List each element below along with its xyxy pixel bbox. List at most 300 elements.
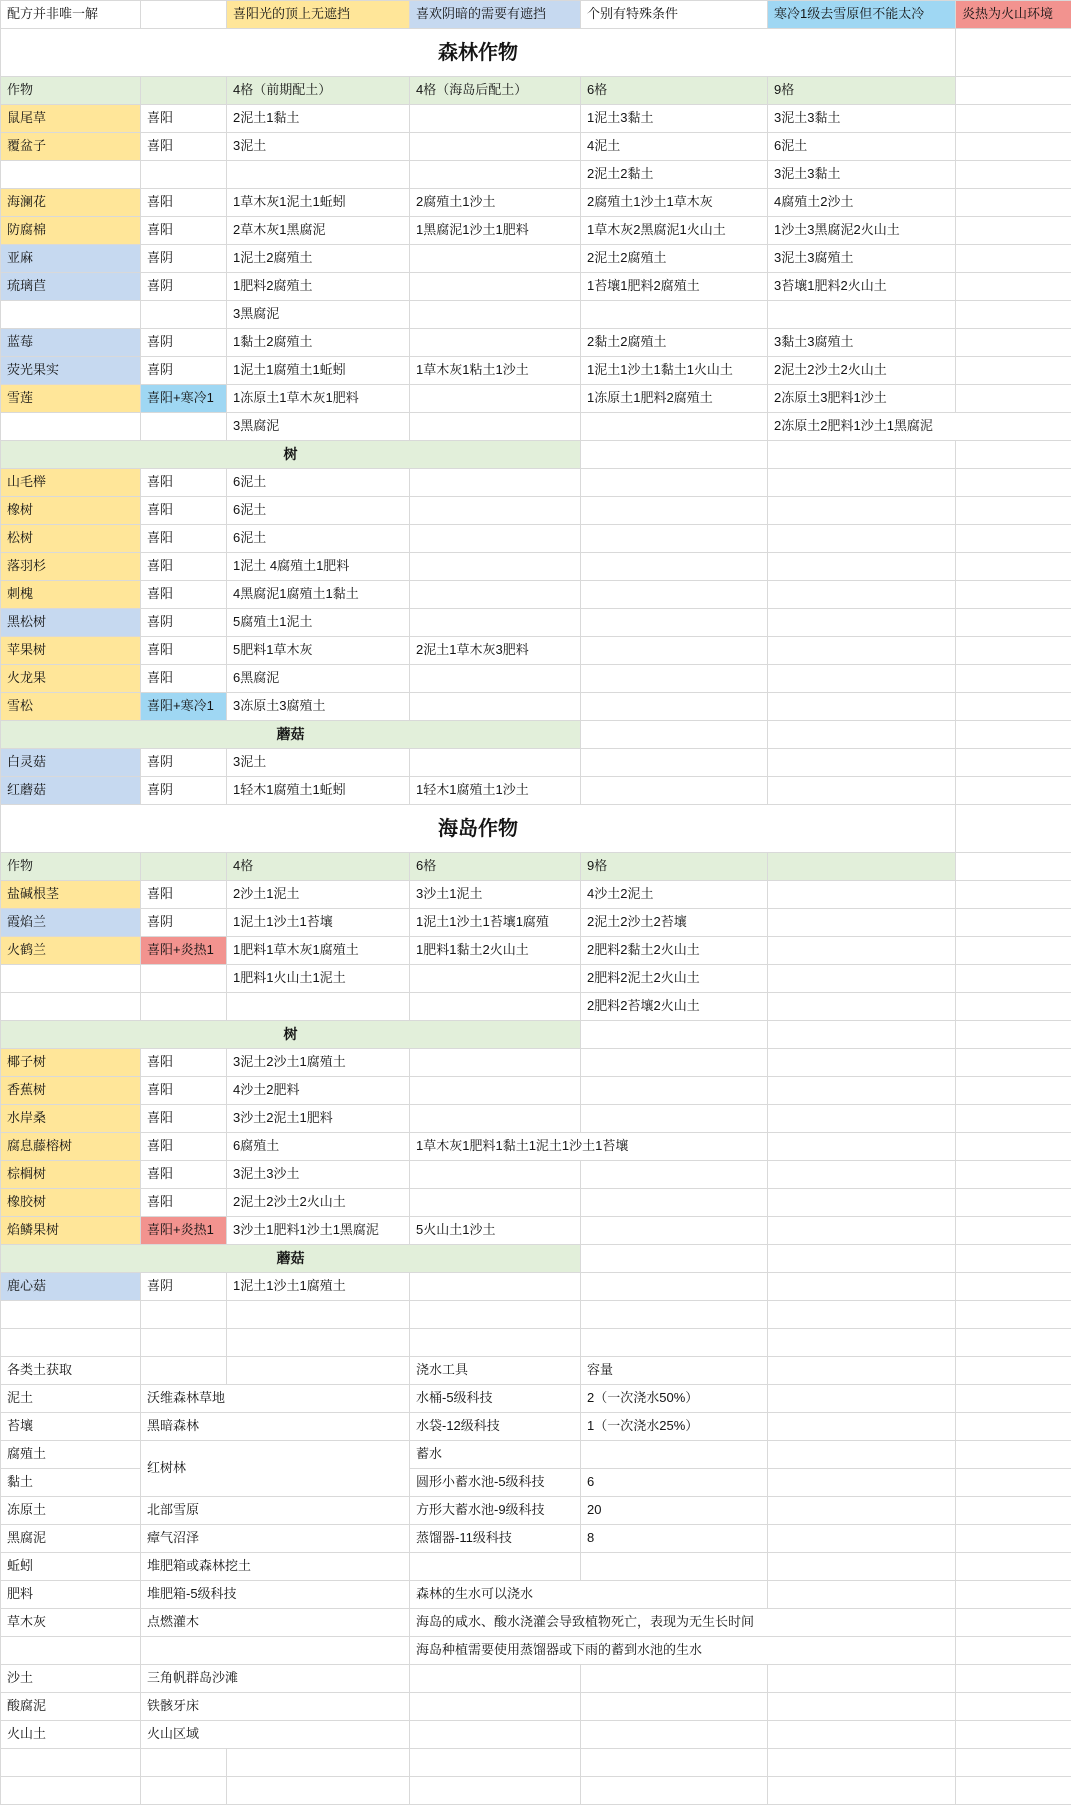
recipe-cell[interactable]: 3泥土: [227, 133, 410, 161]
empty-cell[interactable]: [956, 1049, 1071, 1077]
empty-cell[interactable]: [410, 1777, 581, 1805]
recipe-cell[interactable]: [581, 1105, 768, 1133]
empty-cell[interactable]: [768, 1021, 956, 1049]
soil-name-cell[interactable]: 酸腐泥: [1, 1693, 141, 1721]
light-requirement-cell[interactable]: [141, 413, 227, 441]
light-requirement-cell[interactable]: 喜阴: [141, 609, 227, 637]
recipe-cell[interactable]: [410, 1105, 581, 1133]
recipe-cell[interactable]: [768, 693, 956, 721]
empty-cell[interactable]: [956, 1637, 1071, 1665]
recipe-cell[interactable]: 3泥土: [227, 749, 410, 777]
soil-source-cell[interactable]: 火山区域: [141, 1721, 410, 1749]
empty-cell[interactable]: [956, 469, 1071, 497]
light-requirement-cell[interactable]: 喜阳: [141, 497, 227, 525]
recipe-cell[interactable]: [410, 1273, 581, 1301]
recipe-cell[interactable]: [581, 1077, 768, 1105]
empty-cell[interactable]: [956, 525, 1071, 553]
recipe-cell[interactable]: [410, 497, 581, 525]
recipe-cell[interactable]: 1轻木1腐殖土1沙土: [410, 777, 581, 805]
section-title-cell[interactable]: 树: [1, 1021, 581, 1049]
section-title-cell[interactable]: 蘑菇: [1, 721, 581, 749]
empty-cell[interactable]: [956, 1021, 1071, 1049]
empty-cell[interactable]: [768, 937, 956, 965]
recipe-cell[interactable]: 3沙土2泥土1肥料: [227, 1105, 410, 1133]
recipe-cell[interactable]: [410, 965, 581, 993]
soil-name-cell[interactable]: 苔壤: [1, 1413, 141, 1441]
soil-source-cell[interactable]: 堆肥箱-5级科技: [141, 1581, 410, 1609]
light-requirement-cell[interactable]: 喜阳+寒冷1: [141, 385, 227, 413]
soil-name-cell[interactable]: 肥料: [1, 1581, 141, 1609]
empty-cell[interactable]: [956, 609, 1071, 637]
empty-cell[interactable]: [1, 1329, 141, 1357]
empty-cell[interactable]: [581, 1245, 768, 1273]
recipe-cell[interactable]: [410, 993, 581, 1021]
crop-name-cell[interactable]: 刺槐: [1, 581, 141, 609]
recipe-cell[interactable]: [581, 553, 768, 581]
capacity-header-cell[interactable]: 容量: [581, 1357, 768, 1385]
recipe-cell[interactable]: 3沙土1泥土: [410, 881, 581, 909]
crop-name-cell[interactable]: 火龙果: [1, 665, 141, 693]
empty-cell[interactable]: [956, 385, 1071, 413]
crop-name-cell[interactable]: 焰鳞果树: [1, 1217, 141, 1245]
light-requirement-cell[interactable]: 喜阳: [141, 105, 227, 133]
recipe-cell[interactable]: [410, 245, 581, 273]
crop-name-cell[interactable]: 水岸桑: [1, 1105, 141, 1133]
recipe-cell[interactable]: 1轻木1腐殖土1蚯蚓: [227, 777, 410, 805]
recipe-cell[interactable]: [768, 581, 956, 609]
crop-name-cell[interactable]: [1, 413, 141, 441]
note-cell[interactable]: [141, 1, 227, 29]
soil-source-cell[interactable]: 沃维森林草地: [141, 1385, 410, 1413]
column-header-cell[interactable]: [141, 77, 227, 105]
light-requirement-cell[interactable]: 喜阳: [141, 1161, 227, 1189]
recipe-cell[interactable]: 2腐殖土1沙土1草木灰: [581, 189, 768, 217]
recipe-cell[interactable]: [768, 525, 956, 553]
recipe-cell[interactable]: 3泥土2沙土1腐殖土: [227, 1049, 410, 1077]
capacity-cell[interactable]: [581, 1693, 768, 1721]
empty-cell[interactable]: [956, 853, 1071, 881]
recipe-cell[interactable]: 1泥土3黏土: [581, 105, 768, 133]
crop-name-cell[interactable]: [1, 993, 141, 1021]
empty-cell[interactable]: [956, 161, 1071, 189]
empty-cell[interactable]: [1, 1749, 141, 1777]
column-header-cell[interactable]: 6格: [581, 77, 768, 105]
soil-source-cell[interactable]: 点燃灌木: [141, 1609, 410, 1637]
recipe-cell[interactable]: [410, 329, 581, 357]
recipe-cell[interactable]: [410, 469, 581, 497]
light-requirement-cell[interactable]: 喜阳: [141, 553, 227, 581]
empty-cell[interactable]: [410, 1329, 581, 1357]
empty-cell[interactable]: [768, 1749, 956, 1777]
recipe-cell[interactable]: [410, 413, 581, 441]
light-requirement-cell[interactable]: 喜阴: [141, 777, 227, 805]
recipe-cell[interactable]: [581, 637, 768, 665]
soil-name-cell[interactable]: 冻原土: [1, 1497, 141, 1525]
light-requirement-cell[interactable]: [141, 301, 227, 329]
recipe-cell[interactable]: [581, 301, 768, 329]
crop-name-cell[interactable]: 防腐棉: [1, 217, 141, 245]
tool-header-cell[interactable]: 浇水工具: [410, 1357, 581, 1385]
recipe-cell[interactable]: 1冻原土1草木灰1肥料: [227, 385, 410, 413]
recipe-cell[interactable]: [581, 1273, 768, 1301]
recipe-cell[interactable]: 1草木灰1粘土1沙土: [410, 357, 581, 385]
recipe-cell[interactable]: [410, 665, 581, 693]
empty-cell[interactable]: [956, 1217, 1071, 1245]
soil-name-cell[interactable]: 黑腐泥: [1, 1525, 141, 1553]
crop-name-cell[interactable]: 雪莲: [1, 385, 141, 413]
tool-cell[interactable]: [410, 1721, 581, 1749]
capacity-cell[interactable]: 20: [581, 1497, 768, 1525]
empty-cell[interactable]: [141, 1777, 227, 1805]
empty-cell[interactable]: [956, 1441, 1071, 1469]
light-requirement-cell[interactable]: 喜阳+炎热1: [141, 1217, 227, 1245]
empty-cell[interactable]: [956, 1301, 1071, 1329]
empty-cell[interactable]: [956, 1189, 1071, 1217]
recipe-cell[interactable]: [410, 161, 581, 189]
recipe-cell[interactable]: 3沙土1肥料1沙土1黑腐泥: [227, 1217, 410, 1245]
light-requirement-cell[interactable]: 喜阳+炎热1: [141, 937, 227, 965]
light-requirement-cell[interactable]: 喜阳: [141, 133, 227, 161]
empty-cell[interactable]: [956, 965, 1071, 993]
tool-cell[interactable]: 水桶-5级科技: [410, 1385, 581, 1413]
empty-cell[interactable]: [956, 189, 1071, 217]
empty-cell[interactable]: [768, 993, 956, 1021]
empty-cell[interactable]: [956, 665, 1071, 693]
note-cell[interactable]: 寒冷1级去雪原但不能太冷: [768, 1, 956, 29]
crop-name-cell[interactable]: 松树: [1, 525, 141, 553]
note-text-cell[interactable]: 海岛种植需要使用蒸馏器或下雨的蓄到水池的生水: [410, 1637, 956, 1665]
recipe-cell[interactable]: 1苔壤1肥料2腐殖土: [581, 273, 768, 301]
capacity-cell[interactable]: [581, 1665, 768, 1693]
recipe-cell[interactable]: 3冻原土3腐殖土: [227, 693, 410, 721]
recipe-cell[interactable]: 3泥土3腐殖土: [768, 245, 956, 273]
capacity-cell[interactable]: 6: [581, 1469, 768, 1497]
recipe-cell[interactable]: 1肥料2腐殖土: [227, 273, 410, 301]
soils-header-cell[interactable]: 各类土获取: [1, 1357, 141, 1385]
recipe-cell[interactable]: 2黏土2腐殖土: [581, 329, 768, 357]
column-header-cell[interactable]: 9格: [581, 853, 768, 881]
empty-cell[interactable]: [141, 1301, 227, 1329]
capacity-cell[interactable]: [581, 1553, 768, 1581]
empty-cell[interactable]: [956, 909, 1071, 937]
empty-cell[interactable]: [1, 1777, 141, 1805]
recipe-cell[interactable]: 6泥土: [227, 469, 410, 497]
recipe-cell[interactable]: [410, 693, 581, 721]
light-requirement-cell[interactable]: [141, 965, 227, 993]
light-requirement-cell[interactable]: 喜阳: [141, 1049, 227, 1077]
light-requirement-cell[interactable]: 喜阴: [141, 1273, 227, 1301]
empty-cell[interactable]: [227, 1357, 410, 1385]
empty-cell[interactable]: [768, 721, 956, 749]
soil-source-cell[interactable]: 红树林: [141, 1441, 410, 1497]
empty-cell[interactable]: [227, 1329, 410, 1357]
empty-cell[interactable]: [956, 77, 1071, 105]
empty-cell[interactable]: [768, 1721, 956, 1749]
recipe-cell[interactable]: 6泥土: [768, 133, 956, 161]
recipe-cell[interactable]: [581, 413, 768, 441]
column-header-cell[interactable]: 4格（前期配土）: [227, 77, 410, 105]
recipe-cell[interactable]: 2沙土1泥土: [227, 881, 410, 909]
crop-name-cell[interactable]: 椰子树: [1, 1049, 141, 1077]
crop-name-cell[interactable]: 落羽杉: [1, 553, 141, 581]
empty-cell[interactable]: [227, 1777, 410, 1805]
empty-cell[interactable]: [581, 1749, 768, 1777]
recipe-cell[interactable]: 1泥土1沙土1黏土1火山土: [581, 357, 768, 385]
empty-cell[interactable]: [768, 1217, 956, 1245]
recipe-cell[interactable]: [410, 553, 581, 581]
crop-name-cell[interactable]: [1, 301, 141, 329]
recipe-cell[interactable]: 2肥料2黏土2火山土: [581, 937, 768, 965]
empty-cell[interactable]: [956, 1665, 1071, 1693]
soil-source-cell[interactable]: 北部雪原: [141, 1497, 410, 1525]
note-cell[interactable]: 个别有特殊条件: [581, 1, 768, 29]
empty-cell[interactable]: [956, 105, 1071, 133]
empty-cell[interactable]: [956, 1469, 1071, 1497]
recipe-cell[interactable]: [581, 665, 768, 693]
recipe-cell[interactable]: 2肥料2苔壤2火山土: [581, 993, 768, 1021]
empty-cell[interactable]: [768, 441, 956, 469]
recipe-cell[interactable]: 2腐殖土1沙土: [410, 189, 581, 217]
recipe-cell[interactable]: 5肥料1草木灰: [227, 637, 410, 665]
empty-cell[interactable]: [956, 217, 1071, 245]
empty-cell[interactable]: [581, 1329, 768, 1357]
light-requirement-cell[interactable]: [141, 993, 227, 1021]
recipe-cell[interactable]: [410, 1161, 581, 1189]
empty-cell[interactable]: [768, 1525, 956, 1553]
empty-cell[interactable]: [956, 749, 1071, 777]
empty-cell[interactable]: [956, 1329, 1071, 1357]
recipe-cell[interactable]: 1泥土1沙土1腐殖土: [227, 1273, 410, 1301]
tool-cell[interactable]: 蒸馏器-11级科技: [410, 1525, 581, 1553]
recipe-cell[interactable]: 2泥土1黏土: [227, 105, 410, 133]
recipe-cell[interactable]: [410, 1077, 581, 1105]
light-requirement-cell[interactable]: 喜阴: [141, 909, 227, 937]
recipe-cell[interactable]: 2泥土2沙土2火山土: [227, 1189, 410, 1217]
empty-cell[interactable]: [768, 1581, 956, 1609]
crop-name-cell[interactable]: 苹果树: [1, 637, 141, 665]
crop-name-cell[interactable]: 山毛榉: [1, 469, 141, 497]
soil-source-cell[interactable]: 黑暗森林: [141, 1413, 410, 1441]
empty-cell[interactable]: [581, 441, 768, 469]
recipe-cell[interactable]: 1黏土2腐殖土: [227, 329, 410, 357]
empty-cell[interactable]: [768, 1665, 956, 1693]
recipe-cell[interactable]: [410, 1049, 581, 1077]
soil-source-cell[interactable]: [141, 1637, 410, 1665]
empty-cell[interactable]: [956, 497, 1071, 525]
soil-name-cell[interactable]: 泥土: [1, 1385, 141, 1413]
empty-cell[interactable]: [768, 1161, 956, 1189]
note-cell[interactable]: 喜欢阴暗的需要有遮挡: [410, 1, 581, 29]
empty-cell[interactable]: [956, 245, 1071, 273]
note-cell[interactable]: 喜阳光的顶上无遮挡: [227, 1, 410, 29]
empty-cell[interactable]: [956, 1581, 1071, 1609]
empty-cell[interactable]: [956, 1077, 1071, 1105]
recipe-cell[interactable]: 4沙土2肥料: [227, 1077, 410, 1105]
recipe-cell[interactable]: [581, 497, 768, 525]
empty-cell[interactable]: [956, 721, 1071, 749]
empty-cell[interactable]: [956, 1385, 1071, 1413]
capacity-cell[interactable]: 1（一次浇水25%）: [581, 1413, 768, 1441]
soil-source-cell[interactable]: 瘴气沼泽: [141, 1525, 410, 1553]
recipe-cell[interactable]: [768, 777, 956, 805]
recipe-cell[interactable]: [410, 1189, 581, 1217]
tool-cell[interactable]: 方形大蓄水池-9级科技: [410, 1497, 581, 1525]
empty-cell[interactable]: [227, 1301, 410, 1329]
crop-name-cell[interactable]: 红蘑菇: [1, 777, 141, 805]
empty-cell[interactable]: [956, 29, 1071, 77]
recipe-cell[interactable]: [410, 273, 581, 301]
recipe-cell[interactable]: [581, 525, 768, 553]
empty-cell[interactable]: [768, 881, 956, 909]
empty-cell[interactable]: [956, 1133, 1071, 1161]
recipe-cell[interactable]: [768, 637, 956, 665]
light-requirement-cell[interactable]: 喜阳: [141, 189, 227, 217]
recipe-cell[interactable]: 1泥土2腐殖土: [227, 245, 410, 273]
recipe-cell[interactable]: 2肥料2泥土2火山土: [581, 965, 768, 993]
empty-cell[interactable]: [768, 1077, 956, 1105]
empty-cell[interactable]: [956, 1497, 1071, 1525]
empty-cell[interactable]: [768, 1469, 956, 1497]
empty-cell[interactable]: [956, 273, 1071, 301]
recipe-cell[interactable]: 4沙土2泥土: [581, 881, 768, 909]
recipe-cell[interactable]: 2泥土2沙土2火山土: [768, 357, 956, 385]
light-requirement-cell[interactable]: 喜阳+寒冷1: [141, 693, 227, 721]
recipe-cell[interactable]: 1黑腐泥1沙土1肥料: [410, 217, 581, 245]
empty-cell[interactable]: [956, 1245, 1071, 1273]
empty-cell[interactable]: [768, 1413, 956, 1441]
recipe-cell[interactable]: [410, 749, 581, 777]
recipe-cell[interactable]: 1泥土1腐殖土1蚯蚓: [227, 357, 410, 385]
crop-name-cell[interactable]: 白灵菇: [1, 749, 141, 777]
capacity-cell[interactable]: 2（一次浇水50%）: [581, 1385, 768, 1413]
empty-cell[interactable]: [956, 357, 1071, 385]
empty-cell[interactable]: [956, 693, 1071, 721]
recipe-cell[interactable]: 3黑腐泥: [227, 413, 410, 441]
crop-name-cell[interactable]: 亚麻: [1, 245, 141, 273]
empty-cell[interactable]: [956, 1721, 1071, 1749]
recipe-cell[interactable]: [581, 581, 768, 609]
tool-cell[interactable]: 水袋-12级科技: [410, 1413, 581, 1441]
crop-name-cell[interactable]: 鹿心菇: [1, 1273, 141, 1301]
crop-name-cell[interactable]: [1, 161, 141, 189]
recipe-cell[interactable]: [410, 609, 581, 637]
recipe-cell[interactable]: [410, 525, 581, 553]
crop-name-cell[interactable]: 橡胶树: [1, 1189, 141, 1217]
empty-cell[interactable]: [227, 1749, 410, 1777]
light-requirement-cell[interactable]: 喜阴: [141, 749, 227, 777]
crop-name-cell[interactable]: 火鹤兰: [1, 937, 141, 965]
light-requirement-cell[interactable]: 喜阴: [141, 245, 227, 273]
recipe-cell[interactable]: 2冻原土2肥料1沙土1黑腐泥: [768, 413, 1071, 441]
soil-source-cell[interactable]: 铁骸牙床: [141, 1693, 410, 1721]
empty-cell[interactable]: [956, 133, 1071, 161]
empty-cell[interactable]: [956, 993, 1071, 1021]
crop-name-cell[interactable]: 霞焰兰: [1, 909, 141, 937]
empty-cell[interactable]: [956, 1161, 1071, 1189]
recipe-cell[interactable]: [768, 609, 956, 637]
empty-cell[interactable]: [956, 1777, 1071, 1805]
crop-name-cell[interactable]: 琉璃苣: [1, 273, 141, 301]
column-header-cell[interactable]: 4格（海岛后配土）: [410, 77, 581, 105]
recipe-cell[interactable]: [581, 1049, 768, 1077]
crop-name-cell[interactable]: [1, 965, 141, 993]
recipe-cell[interactable]: [768, 469, 956, 497]
column-header-cell[interactable]: 9格: [768, 77, 956, 105]
empty-cell[interactable]: [768, 1329, 956, 1357]
column-header-cell[interactable]: [141, 853, 227, 881]
recipe-cell[interactable]: 3苔壤1肥料2火山土: [768, 273, 956, 301]
empty-cell[interactable]: [581, 1021, 768, 1049]
empty-cell[interactable]: [956, 441, 1071, 469]
light-requirement-cell[interactable]: 喜阳: [141, 525, 227, 553]
section-title-cell[interactable]: 树: [1, 441, 581, 469]
note-text-cell[interactable]: 海岛的咸水、酸水浇灌会导致植物死亡，表现为无生长时间: [410, 1609, 956, 1637]
tool-cell[interactable]: 蓄水: [410, 1441, 581, 1469]
soil-name-cell[interactable]: 沙土: [1, 1665, 141, 1693]
crop-name-cell[interactable]: 棕榈树: [1, 1161, 141, 1189]
empty-cell[interactable]: [581, 1301, 768, 1329]
empty-cell[interactable]: [956, 1357, 1071, 1385]
empty-cell[interactable]: [768, 965, 956, 993]
light-requirement-cell[interactable]: 喜阳: [141, 665, 227, 693]
recipe-cell[interactable]: [410, 581, 581, 609]
crop-name-cell[interactable]: 雪松: [1, 693, 141, 721]
recipe-cell[interactable]: 4腐殖土2沙土: [768, 189, 956, 217]
crop-name-cell[interactable]: 腐息藤榕树: [1, 1133, 141, 1161]
recipe-cell[interactable]: [227, 161, 410, 189]
recipe-cell[interactable]: 3泥土3沙土: [227, 1161, 410, 1189]
recipe-cell[interactable]: [581, 469, 768, 497]
recipe-cell[interactable]: 1冻原土1肥料2腐殖土: [581, 385, 768, 413]
recipe-cell[interactable]: 1草木灰1肥料1黏土1泥土1沙土1苔壤: [410, 1133, 768, 1161]
recipe-cell[interactable]: [768, 749, 956, 777]
capacity-cell[interactable]: [581, 1721, 768, 1749]
crop-name-cell[interactable]: 黑松树: [1, 609, 141, 637]
empty-cell[interactable]: [768, 1301, 956, 1329]
column-header-cell[interactable]: 作物: [1, 77, 141, 105]
tool-cell[interactable]: [410, 1553, 581, 1581]
empty-cell[interactable]: [956, 637, 1071, 665]
empty-cell[interactable]: [956, 777, 1071, 805]
recipe-cell[interactable]: [581, 777, 768, 805]
empty-cell[interactable]: [956, 881, 1071, 909]
empty-cell[interactable]: [956, 553, 1071, 581]
soil-source-cell[interactable]: 三角帆群岛沙滩: [141, 1665, 410, 1693]
empty-cell[interactable]: [768, 1385, 956, 1413]
empty-cell[interactable]: [956, 301, 1071, 329]
empty-cell[interactable]: [768, 1245, 956, 1273]
column-header-cell[interactable]: 6格: [410, 853, 581, 881]
empty-cell[interactable]: [768, 1357, 956, 1385]
empty-cell[interactable]: [956, 581, 1071, 609]
note-cell[interactable]: 炎热为火山环境: [956, 1, 1071, 29]
light-requirement-cell[interactable]: 喜阳: [141, 1189, 227, 1217]
soil-source-cell[interactable]: 堆肥箱或森林挖土: [141, 1553, 410, 1581]
recipe-cell[interactable]: [410, 301, 581, 329]
crop-name-cell[interactable]: 橡树: [1, 497, 141, 525]
empty-cell[interactable]: [410, 1749, 581, 1777]
crop-name-cell[interactable]: 盐碱根茎: [1, 881, 141, 909]
empty-cell[interactable]: [768, 1273, 956, 1301]
recipe-cell[interactable]: 3黏土3腐殖土: [768, 329, 956, 357]
recipe-cell[interactable]: [410, 105, 581, 133]
recipe-cell[interactable]: [410, 133, 581, 161]
recipe-cell[interactable]: 1泥土 4腐殖土1肥料: [227, 553, 410, 581]
column-header-cell[interactable]: 4格: [227, 853, 410, 881]
empty-cell[interactable]: [141, 1329, 227, 1357]
recipe-cell[interactable]: [581, 609, 768, 637]
recipe-cell[interactable]: [410, 385, 581, 413]
